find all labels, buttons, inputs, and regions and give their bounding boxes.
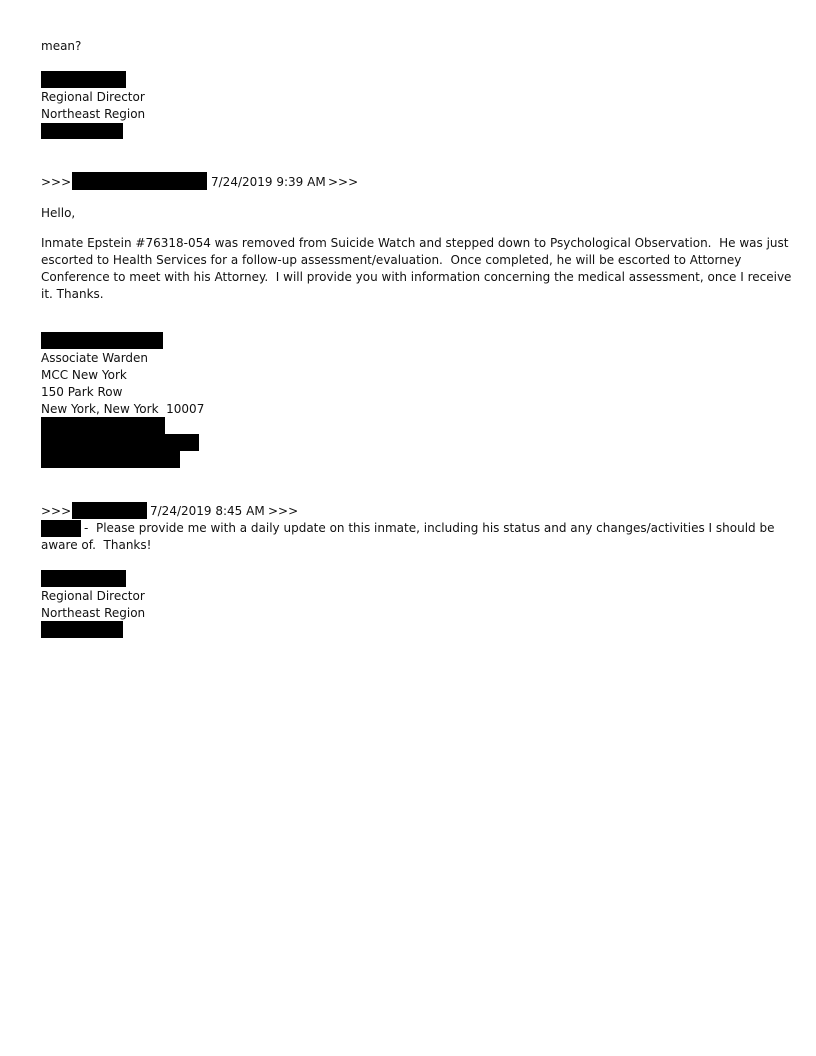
redaction-name — [41, 71, 126, 88]
sig2-title: Associate Warden — [41, 351, 149, 365]
msg2-timestamp: 7/24/2019 8:45 AM — [150, 504, 265, 518]
redaction-contact — [41, 434, 199, 451]
sig1-region: Northeast Region — [41, 107, 146, 121]
sig3-title: Regional Director — [41, 589, 145, 603]
redaction-contact — [41, 621, 123, 638]
msg1-body-line: it. Thanks. — [41, 287, 104, 301]
redaction-contact — [41, 451, 180, 468]
redaction-name — [41, 332, 163, 349]
redaction-sender — [72, 502, 147, 519]
redaction-contact — [41, 123, 123, 139]
msg1-greeting: Hello, — [41, 206, 76, 220]
sig1-title: Regional Director — [41, 90, 145, 104]
msg1-body-line: Inmate Epstein #76318-054 was removed from Suicide Watch and stepped down to Psychological Observation. He was just — [41, 236, 789, 250]
sig2-street: 150 Park Row — [41, 385, 123, 399]
msg2-header-suffix: >>> — [268, 504, 299, 518]
redaction-sender — [72, 172, 207, 190]
msg1-body-line: escorted to Health Services for a follow-up assessment/evaluation. Once completed, he will be escorted to Attorney — [41, 253, 742, 267]
msg2-header-prefix: >>> — [41, 504, 72, 518]
msg2-body-line: aware of. Thanks! — [41, 538, 152, 552]
redaction-name — [41, 570, 126, 587]
msg1-body-line: Conference to meet with his Attorney. I will provide you with information concerning the medical assessment, once I receive — [41, 270, 792, 284]
sig3-region: Northeast Region — [41, 606, 146, 620]
continuation-text: mean? — [41, 39, 82, 53]
msg1-header-suffix: >>> — [328, 175, 359, 189]
redaction-recipient — [41, 520, 81, 537]
redaction-contact — [41, 417, 165, 434]
msg1-timestamp: 7/24/2019 9:39 AM — [211, 175, 326, 189]
sig2-org: MCC New York — [41, 368, 127, 382]
msg1-header-prefix: >>> — [41, 175, 72, 189]
sig2-city: New York, New York 10007 — [41, 402, 205, 416]
msg2-body-line: - Please provide me with a daily update on this inmate, including his status and any changes/activities I should be — [84, 521, 775, 535]
